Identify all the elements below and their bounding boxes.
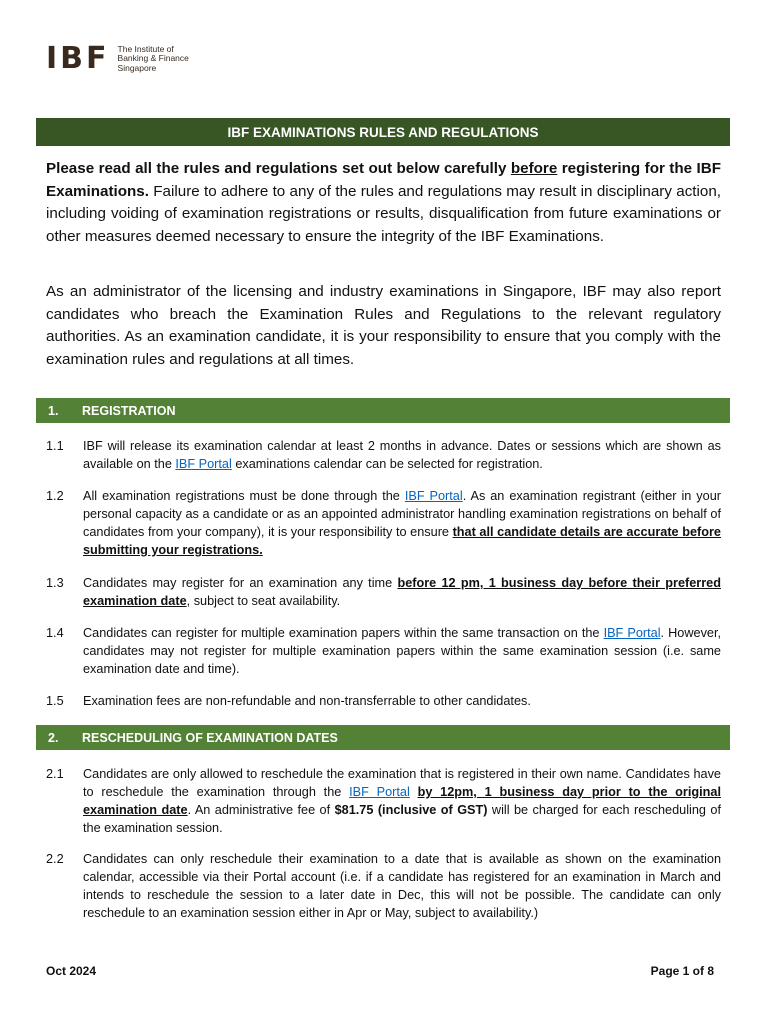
ibf-portal-link[interactable]: IBF Portal — [603, 626, 661, 640]
rule-item-2-2: 2.2 Candidates can only reschedule their examination to a date that is available as shown on the examination calendar, accessible via their Portal account (i.e. if a candidate has registered for an examination in March and intends to reschedule the session to a later date in Dec, this will not be possible. The candidate can only reschedule to an examination session either in Apr or May, subject to availability.) — [46, 852, 721, 920]
rule-item-1-2: 1.2 All examination registrations must be done through the IBF Portal. As an examination registrant (either in your personal capacity as a candidate or as an appointed administrator handling examination registrations on behalf of candidates from your company), it is your responsibility to ensure that all candidate details are accurate before submitting your registrations. — [46, 489, 721, 557]
document-title: IBF EXAMINATIONS RULES AND REGULATIONS — [36, 118, 730, 146]
rule-item-1-4: 1.4 Candidates can register for multiple examination papers within the same transaction on the IBF Portal. However, candidates may not register for multiple examination papers within the same examination session (i.e. same examination date and time). — [46, 626, 722, 676]
logo-mark: IBF — [46, 41, 110, 76]
rule-item-2-1: 2.1 Candidates are only allowed to reschedule the examination that is registered in their own name. Candidates have to reschedule the examination through the IBF Portal by 12pm, 1 business day prior to the original examination date. An administrative fee of $81.75 (inclusive of GST) will be charged for each rescheduling of the examination session. — [46, 767, 721, 835]
rule-item-1-5: 1.5 Examination fees are non-refundable and non-transferrable to other candidates. — [46, 694, 531, 708]
ibf-logo — [46, 41, 189, 76]
ibf-portal-link[interactable]: IBF Portal — [175, 457, 232, 471]
intro-paragraph-2: As an administrator of the licensing and industry examinations in Singapore, IBF may also report candidates who breach the Examination Rules and Regulations to the relevant regulatory authorities. As an examination candidate, it is your responsibility to ensure that you comply with the examination rules and regulations at all times. — [46, 283, 721, 368]
footer-date: Oct 2024 — [46, 964, 97, 978]
section-header-rescheduling: 2. RESCHEDULING OF EXAMINATION DATES — [36, 725, 730, 750]
logo-text: The Institute of Banking & Finance Singapore — [117, 43, 189, 73]
intro-paragraph-1: Please read all the rules and regulations set out below carefully before registering for the IBF Examinations. Failure to adhere to any of the rules and regulations may result in disciplinary action, including voiding of examination registrations or results, disqualification from future examinations or other measures deemed necessary to ensure the integrity of the IBF Examinations. — [46, 160, 721, 245]
rule-item-1-3: 1.3 Candidates may register for an examination any time before 12 pm, 1 business day before their preferred examination date, subject to seat availability. — [46, 576, 721, 608]
section-header-registration: 1. REGISTRATION — [36, 398, 730, 423]
rule-item-1-1: 1.1 IBF will release its examination calendar at least 2 months in advance. Dates or sessions which are shown as available on the IBF Portal examinations calendar can be selected for registration. — [46, 439, 721, 471]
ibf-portal-link[interactable]: IBF Portal — [349, 785, 410, 799]
footer-page-number: Page 1 of 8 — [650, 964, 714, 978]
ibf-portal-link[interactable]: IBF Portal — [404, 489, 463, 503]
